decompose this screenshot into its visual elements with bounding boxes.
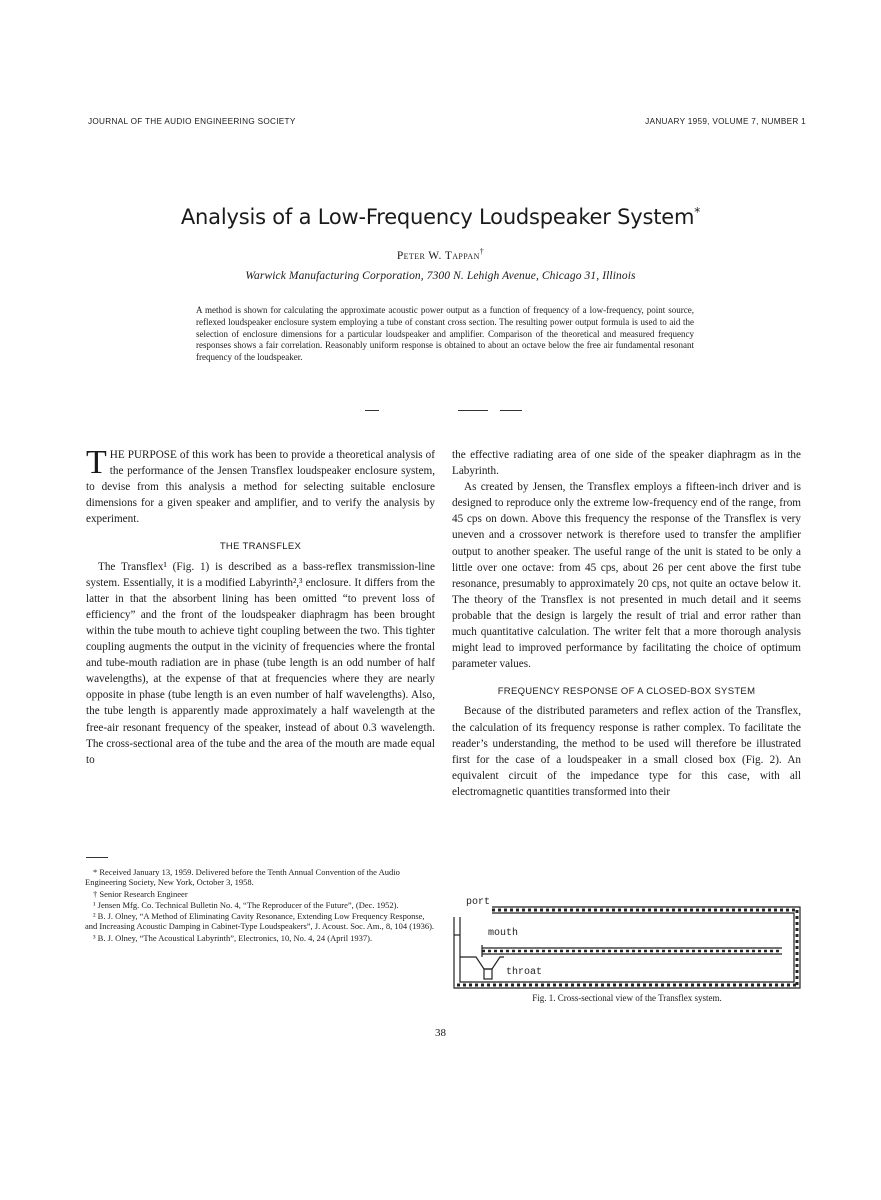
mouth-label: mouth [488, 928, 519, 939]
right-column [452, 447, 801, 800]
footnote-1: ¹ Jensen Mfg. Co. Technical Bulletin No. 4, “The Reproducer of the Future”, (Dec. 1952). [93, 899, 399, 910]
abstract: A method is shown for calculating the approximate acoustic power output as a function of frequency of a low-frequency, point source, reflexed loudspeaker enclosure system employing a tube of constant cross section. The resulting power output formula is used to aid the selection of enclosure dimensions for a particular loudspeaker and amplifier. Comparison of the theoretical and measured frequency responses shows a fair correlation. Reasonably uniform response is obtained to about an octave below the free air fundamental resonant frequency of the loudspeaker. [196, 305, 694, 363]
title-footnote-mark: * [694, 205, 701, 219]
drop-cap: T [86, 444, 107, 481]
footnotes [85, 867, 435, 944]
separator-rule [458, 410, 488, 411]
figure-caption: Fig. 1. Cross-sectional view of the Transflex system. [532, 993, 722, 1003]
figure-transflex [452, 895, 802, 990]
continued-paragraph: the effective radiating area of one side of the speaker diaphragm as in the Labyrinth. [452, 449, 801, 478]
author-name: Peter W. Tappan [396, 249, 480, 262]
port-label: port [466, 897, 491, 908]
footnote-received: * Received January 13, 1959. Delivered before the Tenth Annual Convention of the Audio Engineering Society, New York, October 3, 1958. [85, 867, 400, 888]
page-number: 38 [435, 1027, 446, 1039]
footnote-author: † Senior Research Engineer [93, 888, 188, 899]
intro-text: HE PURPOSE of this work has been to provide a theoretical analysis of the performance of the Jensen Transflex loudspeaker enclosure system, to devise from this analysis a method for selecting suitable enclosure dimensions for a given speaker and amplifier, and to verify the analysis by experiment. [86, 449, 435, 526]
affiliation: Warwick Manufacturing Corporation, 7300 N. Lehigh Avenue, Chicago 31, Illinois [245, 270, 636, 282]
footnote-3: ³ B. J. Olney, “The Acoustical Labyrinth”, Electronics, 10, No. 4, 24 (April 1937). [93, 932, 373, 943]
left-column [86, 444, 435, 768]
separator-rule [365, 410, 379, 411]
footnote-2: ² B. J. Olney, “A Method of Eliminating Cavity Resonance, Extending Low Frequency Response, and Increasing Acoustic Damping in Cabinet-Type Loudspeakers”, J. Acoust. Soc. Am., 8, 104 (1936). [85, 911, 435, 932]
transflex-cross-section [452, 895, 802, 990]
author-footnote-mark: † [479, 247, 485, 256]
section-heading-transflex: THE TRANSFLEX [219, 541, 302, 553]
footnote-rule [86, 857, 108, 858]
journal-header: JOURNAL OF THE AUDIO ENGINEERING SOCIETY [88, 117, 296, 126]
intro-paragraph [86, 444, 435, 527]
issue-header: JANUARY 1959, VOLUME 7, NUMBER 1 [645, 117, 806, 126]
throat-label: throat [506, 967, 543, 978]
jensen-paragraph: As created by Jensen, the Transflex employs a fifteen-inch driver and is designed to reproduce only the extreme low-frequency end of the range, from 45 cps on down. Above this frequency the response of the Transflex is very uneven and a crossover network is therefore used to transfer the amplifier output to another speaker. The useful range of the unit is stated to be only a little over one octave: from 45 cps, about 26 per cent above the first tube resonance, presumably to approximately 20 cps, not quite an octave below it. The theory of the Transflex is not presented in much detail and it seems probable that the design is largely the result of trial and error rather than much quantitative calculation. The writer felt that a more thorough analysis might lead to improved performance by facilitating the choice of optimum parameter values. [452, 481, 801, 671]
section-heading-closed-box: FREQUENCY RESPONSE OF A CLOSED-BOX SYSTEM [497, 686, 756, 698]
closed-box-paragraph: Because of the distributed parameters and reflex action of the Transflex, the calculation of its frequency response is rather complex. To facilitate the reader’s understanding, the method to be used will therefore be illustrated first for the case of a loudspeaker in a small closed box (Fig. 2). An equivalent circuit of the impedance type for this case, with all electromagnetic quantities transformed into their [452, 705, 801, 798]
separator-rule [500, 410, 522, 411]
transflex-paragraph: The Transflex¹ (Fig. 1) is described as a bass-reflex transmission-line system. Essentially, it is a modified Labyrinth²,³ enclosure. It differs from the latter in that the absorbent lining has been omitted “to prevent loss of efficiency” and the front of the loudspeaker diaphragm has been brought within the tube mouth to achieve tight coupling between the two. This tighter coupling augments the output in the vicinity of frequencies where the frontal and tube-mouth radiation are in phase (tube length is an odd number of half wavelengths), at the expense of that at frequencies where they are nearly opposite in phase (tube length is an even number of half wavelengths). Also, the tube length is apparently made approximately a half wavelength at the free-air resonant frequency of the speaker, instead of about 0.3 wavelength. The cross-sectional area of the tube and the area of the mouth are made equal to [86, 560, 435, 766]
author-line [0, 247, 881, 262]
paper-title-text: Analysis of a Low-Frequency Loudspeaker System [180, 205, 695, 229]
paper-title [0, 205, 881, 229]
